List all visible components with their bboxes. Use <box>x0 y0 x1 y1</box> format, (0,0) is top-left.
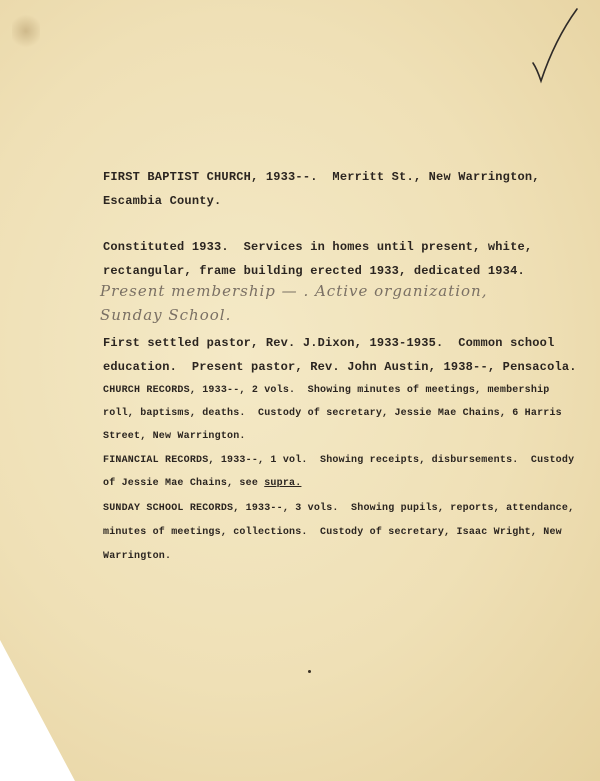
records-church-line-2: roll, baptisms, deaths. Custody of secretary, Jessie Mae Chains, 6 Harris <box>103 408 562 419</box>
ink-dot <box>308 670 311 673</box>
records-financial-line-1: FINANCIAL RECORDS, 1933--, 1 vol. Showing receipts, disbursements. Custody <box>103 455 575 466</box>
paper-stain <box>12 12 40 50</box>
supra-reference: supra. <box>264 478 302 489</box>
records-financial-line-2 <box>103 478 301 489</box>
records-financial-text: of Jessie Mae Chains, see <box>103 478 265 489</box>
check-mark-icon <box>525 5 585 85</box>
records-sunday-school-line-2: minutes of meetings, collections. Custody of secretary, Isaac Wright, New <box>103 527 562 538</box>
body-line-education: education. Present pastor, Rev. John Austin, 1938--, Pensacola. <box>103 360 577 374</box>
body-line-building: rectangular, frame building erected 1933, dedicated 1934. <box>103 264 525 278</box>
handwritten-note-2: Sunday School. <box>100 306 232 324</box>
heading-line-2: Escambia County. <box>103 194 222 208</box>
handwritten-note-1: Present membership — . Active organization, <box>100 282 488 300</box>
records-church-line-3: Street, New Warrington. <box>103 431 246 442</box>
body-line-constituted: Constituted 1933. Services in homes until present, white, <box>103 240 533 254</box>
heading-line-1: FIRST BAPTIST CHURCH, 1933--. Merritt St., New Warrington, <box>103 170 540 184</box>
body-line-pastor: First settled pastor, Rev. J.Dixon, 1933-1935. Common school <box>103 336 555 350</box>
records-church-line-1: CHURCH RECORDS, 1933--, 2 vols. Showing minutes of meetings, membership <box>103 385 550 396</box>
records-sunday-school-line-1: SUNDAY SCHOOL RECORDS, 1933--, 3 vols. Showing pupils, reports, attendance, <box>103 503 575 514</box>
records-sunday-school-line-3: Warrington. <box>103 551 172 562</box>
